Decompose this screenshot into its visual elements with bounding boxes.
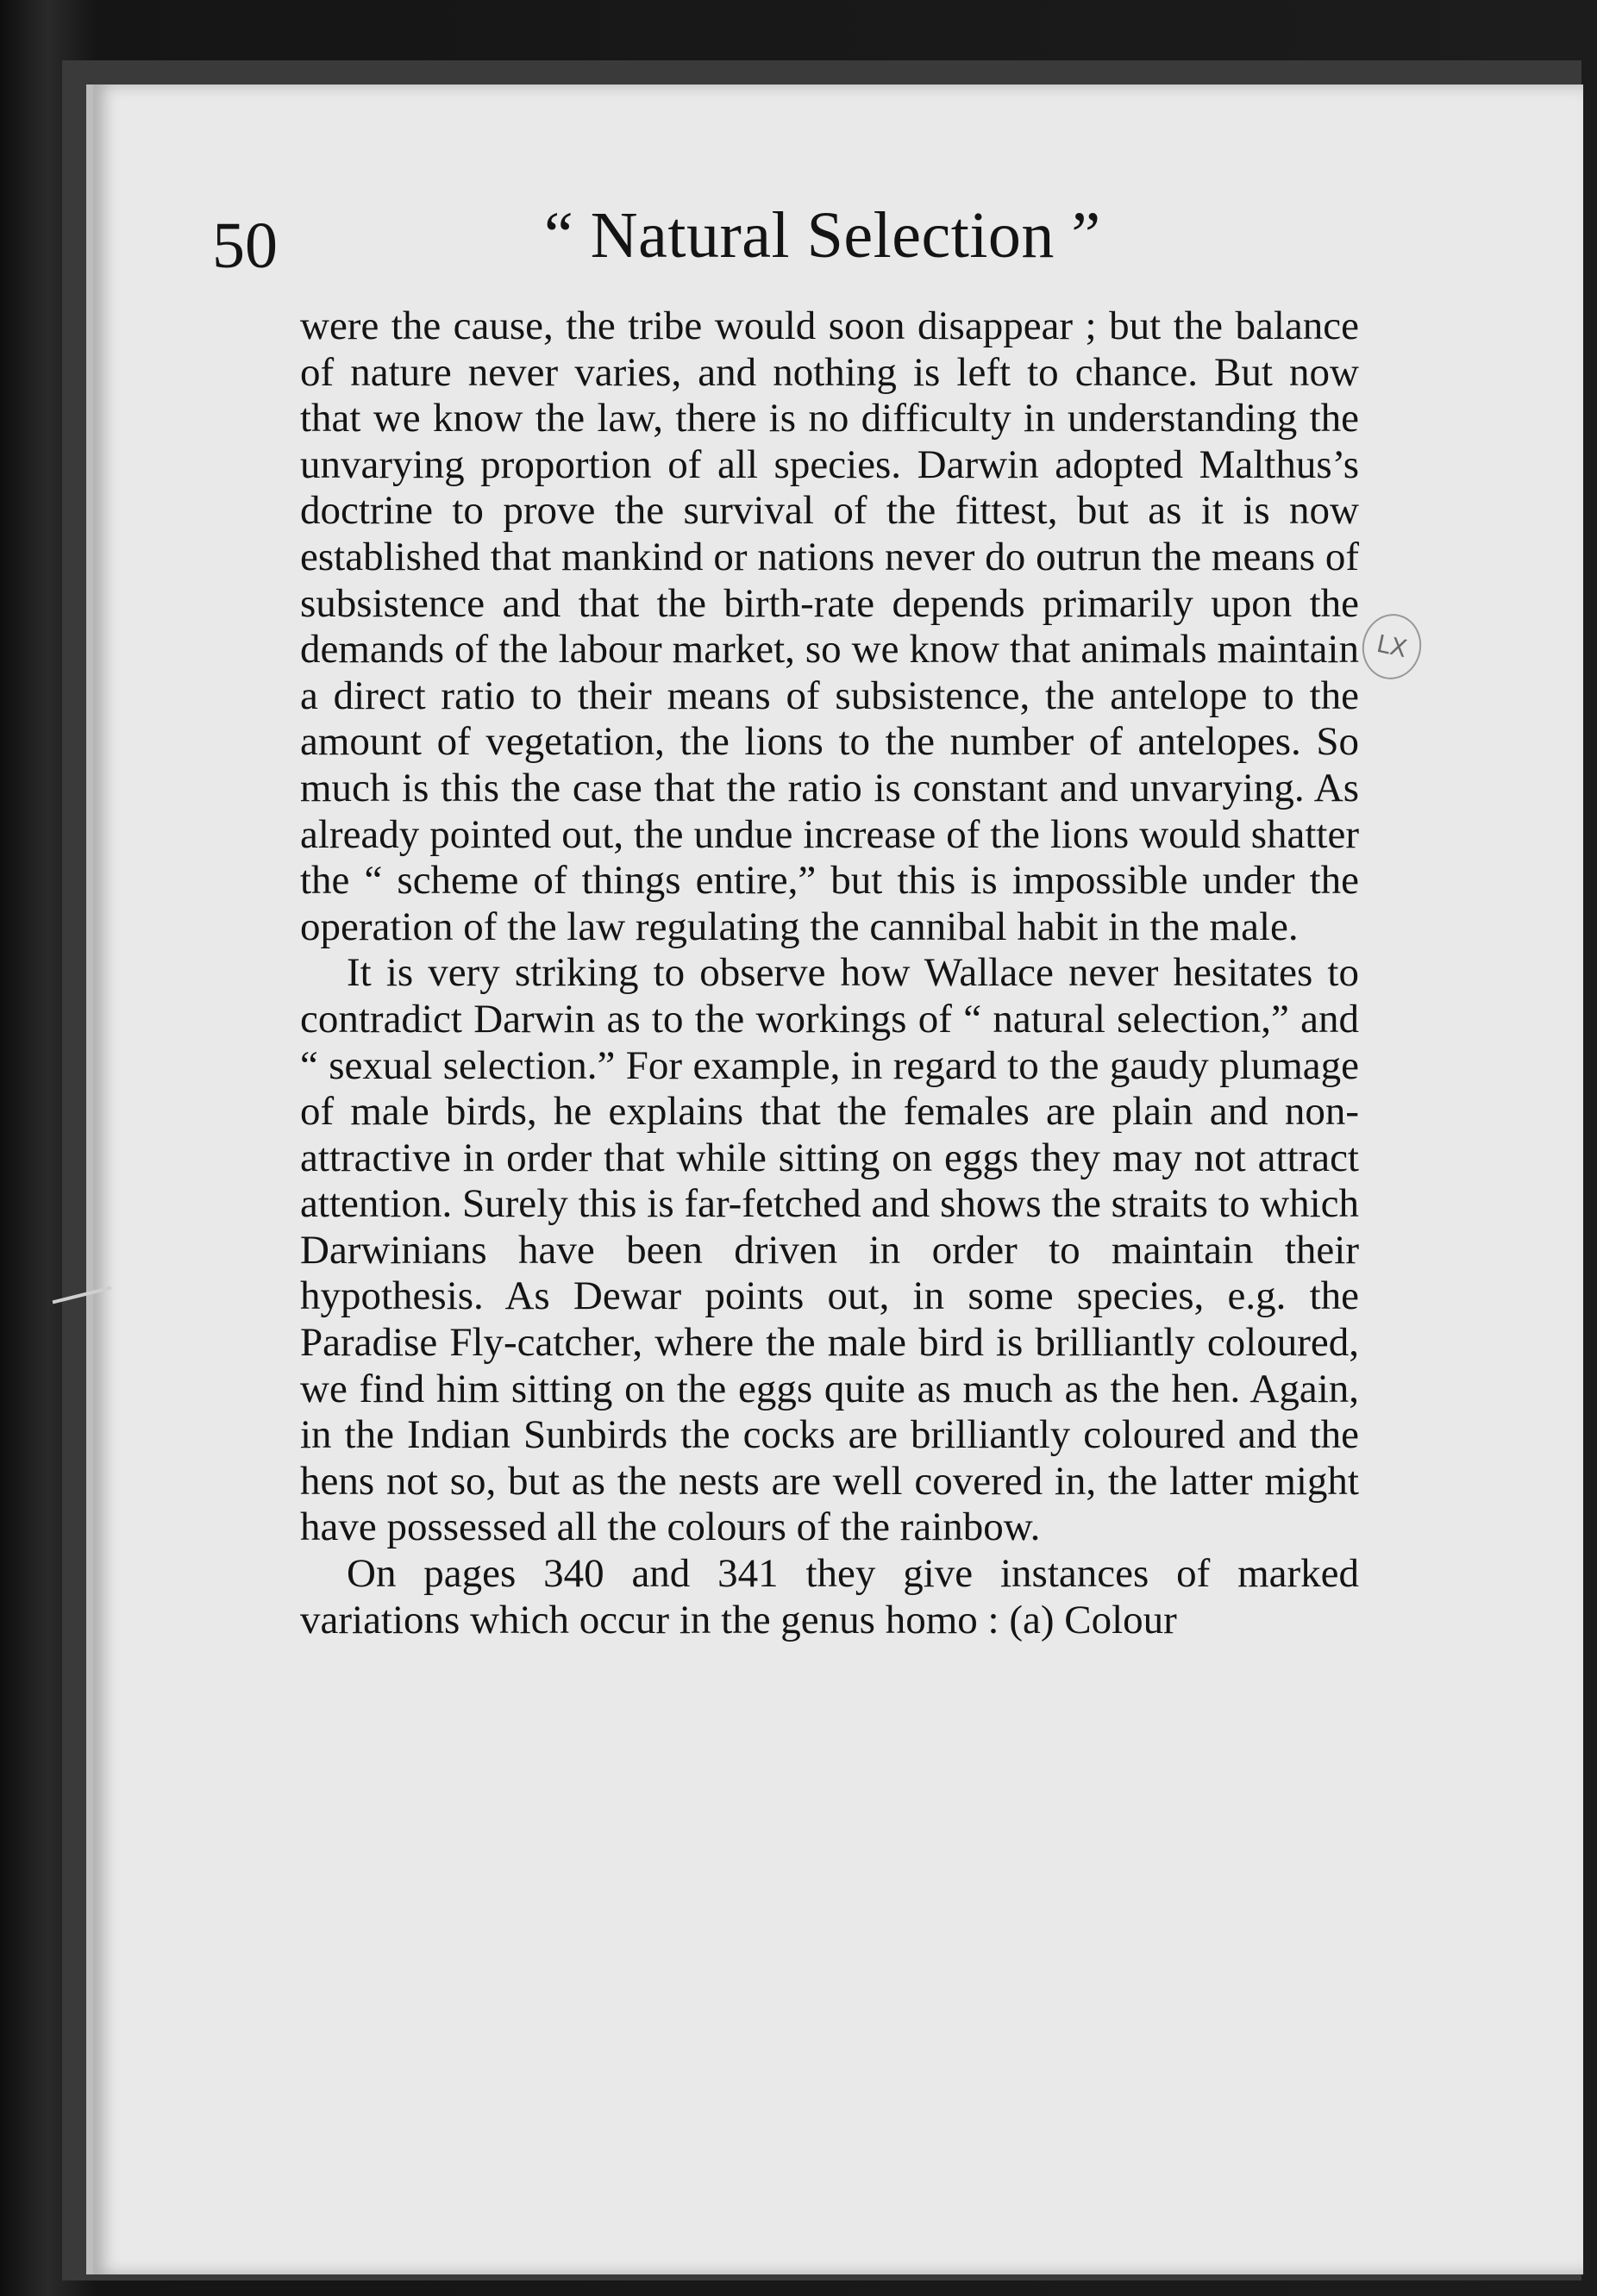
paragraph: On pages 340 and 341 they give instances of marked variations which occur in the genus homo : (a) Colour [300,1551,1359,1642]
paragraph: It is very striking to observe how Wallace never hesitates to contradict Darwin as to the workings of “ natural selection,” and “ sexual selection.” For example, in regard to the gaudy plumage of male birds, he explains that the females are plain and non-attractive in order that while sitting on eggs they may not attract attention. Surely this is far-fetched and shows the straits to which Darwinians have been driven in order to maintain their hypothesis. As Dewar points out, in some species, e.g. the Paradise Fly-catcher, where the male bird is brilliantly coloured, we find him sitting on the eggs quite as much as the hen. Again, in the Indian Sunbirds the cocks are brilliantly coloured and the hens not so, but as the nests are well covered in, the latter might have possessed all the colours of the rainbow. [300,950,1359,1550]
page-header [212,198,1368,293]
paragraph: were the cause, the tribe would soon disappear ; but the balance of nature never varies, and nothing is left to chance. But now that we know the law, there is no difficulty in understanding the unvarying proportion of all species. Darwin adopted Malthus’s doctrine to prove the survival of the fittest, but as it is now established that mankind or nations never do outrun the means of subsistence and that the birth-rate depends primarily upon the demands of the labour market, so we know that animals maintain a direct ratio to their means of subsistence, the antelope to the amount of vegetation, the lions to the number of antelopes. So much is this the case that the ratio is constant and unvarying. As already pointed out, the undue increase of the lions would shatter the “ scheme of things entire,” but this is impossible under the operation of the law regulating the cannibal habit in the male. [300,303,1359,949]
body-text [300,303,1359,1643]
page-number: 50 [212,210,278,282]
running-title: “ Natural Selection ” [544,199,1101,272]
handwritten-margin-note: LX [1356,609,1427,685]
